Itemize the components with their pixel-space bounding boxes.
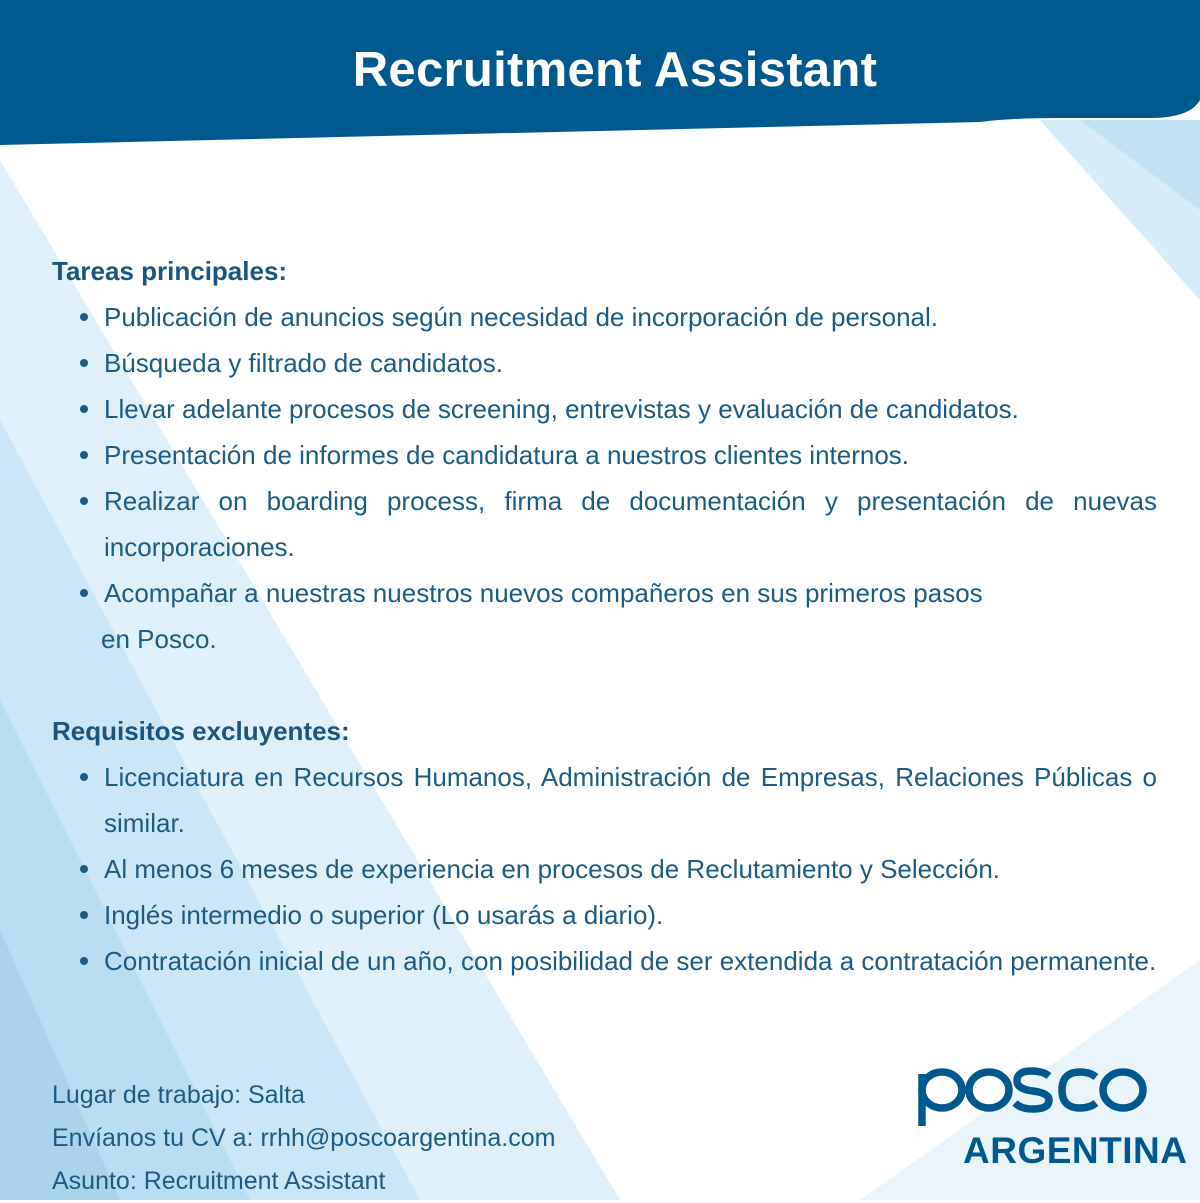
- list-item-text: Presentación de informes de candidatura a nuestros clientes internos.: [104, 440, 910, 470]
- list-item: [52, 386, 1157, 432]
- work-location: Lugar de trabajo: Salta: [52, 1081, 305, 1109]
- tareas-list: [52, 294, 1157, 616]
- list-item: [52, 340, 1157, 386]
- bullet-icon: [80, 313, 88, 321]
- tareas-heading: Tareas principales:: [52, 256, 288, 286]
- bullet-icon: [80, 497, 88, 505]
- list-item: [52, 294, 1157, 340]
- list-item-text: Llevar adelante procesos de screening, entrevistas y evaluación de candidatos.: [104, 394, 1019, 424]
- list-item: [52, 432, 1157, 478]
- list-item: [52, 570, 1157, 616]
- bullet-icon: [80, 405, 88, 413]
- bullet-icon: [80, 957, 88, 965]
- list-item-text: Inglés intermedio o superior (Lo usarás a diario).: [104, 900, 664, 930]
- list-item-text: Publicación de anuncios según necesidad de incorporación de personal.: [104, 302, 939, 332]
- logo-subtitle: ARGENTINA: [963, 1130, 1188, 1171]
- list-item-text: Realizar on boarding process, firma de documentación y presentación de nuevas incorporaciones.: [104, 486, 1157, 562]
- contact-info: [52, 1074, 555, 1203]
- email-subject: Asunto: Recruitment Assistant: [52, 1167, 386, 1195]
- header-banner: [0, 0, 1200, 140]
- bullet-icon: [80, 451, 88, 459]
- bullet-icon: [80, 589, 88, 597]
- requisitos-list: [52, 754, 1157, 984]
- list-item: [52, 892, 1157, 938]
- posco-logo: [915, 1060, 1188, 1175]
- bullet-icon: [80, 865, 88, 873]
- list-item-text: Búsqueda y filtrado de candidatos.: [104, 348, 503, 378]
- bullet-icon: [80, 359, 88, 367]
- bullet-icon: [80, 773, 88, 781]
- page-title: Recruitment Assistant: [352, 43, 878, 97]
- list-item: [52, 754, 1157, 846]
- posco-wordmark-icon: [915, 1060, 1155, 1130]
- bullet-icon: [80, 911, 88, 919]
- list-item-text: Licenciatura en Recursos Humanos, Administración de Empresas, Relaciones Públicas o similar.: [104, 762, 1157, 838]
- list-item: [52, 938, 1157, 984]
- list-item-text: Acompañar a nuestras nuestros nuevos compañeros en sus primeros pasos: [104, 578, 983, 608]
- list-item: [52, 846, 1157, 892]
- list-item-text: Al menos 6 meses de experiencia en procesos de Reclutamiento y Selección.: [104, 854, 1001, 884]
- list-item-continuation: en Posco.: [101, 624, 217, 654]
- list-item-text: Contratación inicial de un año, con posibilidad de ser extendida a contratación permanente.: [104, 946, 1157, 976]
- list-item: [52, 478, 1157, 570]
- requisitos-heading: Requisitos excluyentes:: [52, 716, 350, 746]
- cv-email[interactable]: Envíanos tu CV a: rrhh@poscoargentina.com: [52, 1124, 556, 1152]
- job-description: [52, 248, 1157, 984]
